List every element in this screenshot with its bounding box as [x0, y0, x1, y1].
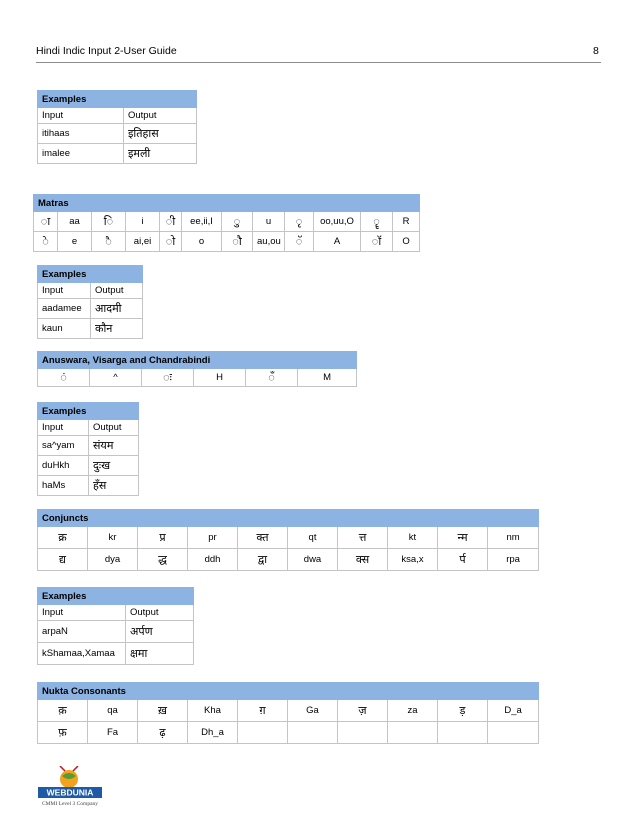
example-output: आदमी	[91, 299, 143, 319]
example-output: इमली	[124, 144, 197, 164]
page-number: 8	[593, 45, 599, 57]
matra-key: oo,uu,O	[314, 212, 361, 232]
conjunct-key: kt	[388, 527, 438, 549]
examples-table-4	[37, 587, 194, 665]
matra-glyph: ु	[222, 212, 253, 232]
nukta-glyph: क़	[38, 700, 88, 722]
conjunct-glyph: क्र	[38, 527, 88, 549]
examples-table-1	[37, 90, 197, 164]
table-title: Conjuncts	[38, 510, 539, 527]
matra-key: e	[58, 232, 92, 252]
matra-key: i	[126, 212, 160, 232]
conjunct-glyph: क्स	[338, 549, 388, 571]
nukta-glyph: ड़	[438, 700, 488, 722]
example-output: हँस	[89, 476, 139, 496]
empty-cell	[288, 722, 338, 744]
empty-cell	[438, 722, 488, 744]
conjunct-key: ddh	[188, 549, 238, 571]
examples-table-3	[37, 402, 139, 496]
example-input: itihaas	[38, 124, 124, 144]
column-header-output: Output	[91, 283, 143, 299]
conjunct-glyph: न्म	[438, 527, 488, 549]
matra-glyph: ॉ	[361, 232, 393, 252]
table-title: Examples	[38, 91, 197, 108]
nukta-key: Kha	[188, 700, 238, 722]
example-input: aadamee	[38, 299, 91, 319]
nukta-glyph: ग़	[238, 700, 288, 722]
document-title: Hindi Indic Input 2-User Guide	[36, 45, 177, 57]
conjuncts-table	[37, 509, 539, 571]
conjunct-key: dya	[88, 549, 138, 571]
nukta-table	[37, 682, 539, 744]
nukta-key: D_a	[488, 700, 539, 722]
example-input: imalee	[38, 144, 124, 164]
sign-key: M	[298, 369, 357, 387]
table-title: Matras	[34, 195, 420, 212]
nukta-glyph: ज़	[338, 700, 388, 722]
example-input: duHkh	[38, 456, 89, 476]
matra-glyph: ॅ	[285, 232, 314, 252]
conjunct-glyph: र्प	[438, 549, 488, 571]
conjunct-glyph: त्त	[338, 527, 388, 549]
column-header-output: Output	[126, 605, 194, 621]
conjunct-glyph: द्ध	[138, 549, 188, 571]
matras-table	[33, 194, 420, 252]
nukta-key: za	[388, 700, 438, 722]
matra-glyph: ो	[160, 232, 182, 252]
example-output: अर्पण	[126, 621, 194, 643]
nukta-key: Fa	[88, 722, 138, 744]
table-title: Examples	[38, 266, 143, 283]
sign-glyph: ः	[142, 369, 194, 387]
nukta-glyph: फ़	[38, 722, 88, 744]
matra-key: A	[314, 232, 361, 252]
matra-glyph: ै	[92, 232, 126, 252]
nukta-key: qa	[88, 700, 138, 722]
conjunct-key: dwa	[288, 549, 338, 571]
matra-key: R	[393, 212, 420, 232]
matra-key: o	[182, 232, 222, 252]
column-header-input: Input	[38, 108, 124, 124]
matra-key: aa	[58, 212, 92, 232]
matra-glyph: ृ	[285, 212, 314, 232]
table-title: Examples	[38, 588, 194, 605]
examples-table-2	[37, 265, 143, 339]
logo-tagline: CMMI Level 3 Company	[41, 801, 99, 806]
table-title: Examples	[38, 403, 139, 420]
table-title: Nukta Consonants	[38, 683, 539, 700]
example-output: कौन	[91, 319, 143, 339]
conjunct-key: ksa,x	[388, 549, 438, 571]
empty-cell	[338, 722, 388, 744]
conjunct-glyph: द्वा	[238, 549, 288, 571]
column-header-input: Input	[38, 283, 91, 299]
header-divider	[36, 62, 601, 63]
column-header-input: Input	[38, 420, 89, 436]
matra-glyph: ि	[92, 212, 126, 232]
example-input: kShamaa,Xamaa	[38, 643, 126, 665]
conjunct-glyph: प्र	[138, 527, 188, 549]
conjunct-glyph: द्य	[38, 549, 88, 571]
conjunct-key: rpa	[488, 549, 539, 571]
conjunct-glyph: क्त	[238, 527, 288, 549]
conjunct-key: qt	[288, 527, 338, 549]
empty-cell	[488, 722, 539, 744]
matra-key: u	[253, 212, 285, 232]
matra-glyph: ी	[160, 212, 182, 232]
sign-key: H	[194, 369, 246, 387]
matra-key: O	[393, 232, 420, 252]
matra-glyph: े	[34, 232, 58, 252]
example-output: दुःख	[89, 456, 139, 476]
nukta-glyph: ढ़	[138, 722, 188, 744]
sign-glyph: ँ	[246, 369, 298, 387]
example-output: क्षमा	[126, 643, 194, 665]
example-output: इतिहास	[124, 124, 197, 144]
sign-key: ^	[90, 369, 142, 387]
conjunct-key: pr	[188, 527, 238, 549]
anuswara-table	[37, 351, 357, 387]
nukta-glyph: ख़	[138, 700, 188, 722]
table-title: Anuswara, Visarga and Chandrabindi	[38, 352, 357, 369]
nukta-key: Dh_a	[188, 722, 238, 744]
example-input: arpaN	[38, 621, 126, 643]
column-header-output: Output	[89, 420, 139, 436]
matra-key: au,ou	[253, 232, 285, 252]
matra-key: ai,ei	[126, 232, 160, 252]
empty-cell	[388, 722, 438, 744]
column-header-output: Output	[124, 108, 197, 124]
example-input: haMs	[38, 476, 89, 496]
webdunia-logo	[38, 766, 102, 806]
example-output: संयम	[89, 436, 139, 456]
matra-glyph: ौ	[222, 232, 253, 252]
nukta-key: Ga	[288, 700, 338, 722]
example-input: kaun	[38, 319, 91, 339]
matra-glyph: ॄ	[361, 212, 393, 232]
matra-glyph: ा	[34, 212, 58, 232]
conjunct-key: nm	[488, 527, 539, 549]
conjunct-key: kr	[88, 527, 138, 549]
empty-cell	[238, 722, 288, 744]
matra-key: ee,ii,I	[182, 212, 222, 232]
example-input: sa^yam	[38, 436, 89, 456]
column-header-input: Input	[38, 605, 126, 621]
logo-text: WEBDUNIA	[46, 787, 94, 798]
sign-glyph: ं	[38, 369, 90, 387]
